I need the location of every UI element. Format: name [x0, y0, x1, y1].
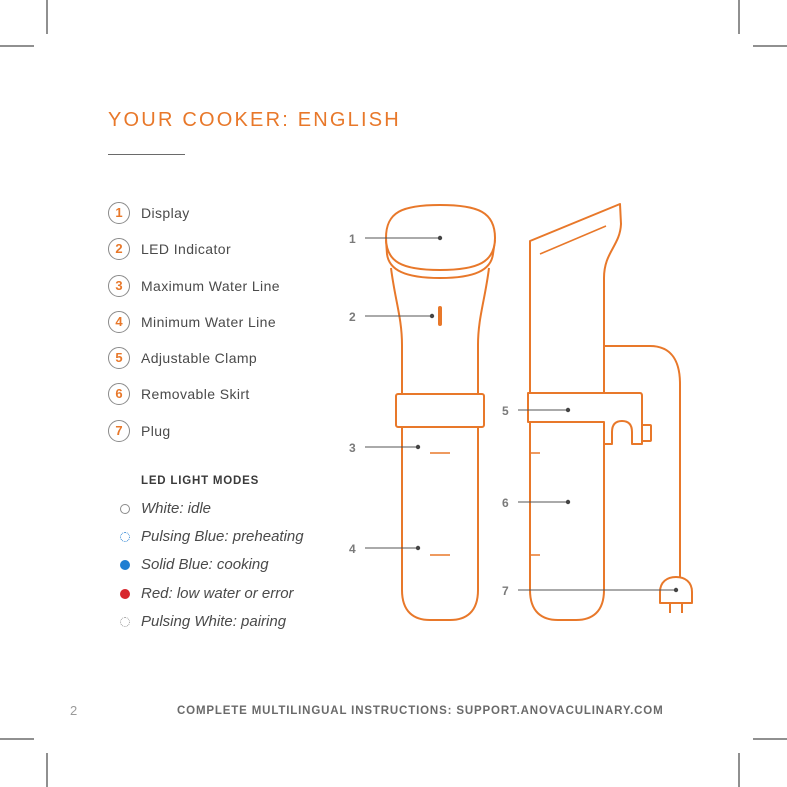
- solid-circle-icon: [120, 560, 130, 570]
- part-label: Minimum Water Line: [141, 314, 277, 330]
- part-number-badge: 1: [108, 202, 130, 224]
- cooker-front-view: [386, 205, 495, 620]
- front-clamp-band: [396, 394, 484, 427]
- dashed-circle-icon: [120, 532, 130, 542]
- led-mode-label: Red: low water or error: [141, 585, 294, 602]
- led-mode-label: Pulsing White: pairing: [141, 613, 287, 630]
- part-number-badge: 2: [108, 238, 130, 260]
- led-mode-label: White: idle: [141, 500, 212, 517]
- leader-dot-6: [566, 500, 570, 504]
- leader-dot-4: [416, 546, 420, 550]
- page-title: YOUR COOKER: ENGLISH: [108, 109, 401, 131]
- led-modes-heading: LED LIGHT MODES: [141, 475, 260, 487]
- callout-6: 6: [502, 496, 509, 510]
- callout-7: 7: [502, 584, 509, 598]
- part-number-badge: 3: [108, 275, 130, 297]
- cooker-side-view: [528, 204, 692, 620]
- part-number-badge: 6: [108, 383, 130, 405]
- footer-instructions: COMPLETE MULTILINGUAL INSTRUCTIONS: SUPPORT.ANOVACULINARY.COM: [177, 705, 664, 717]
- part-number-badge: 4: [108, 311, 130, 333]
- callout-1: 1: [349, 232, 356, 246]
- solid-circle-icon: [120, 589, 130, 599]
- page-number: 2: [70, 703, 78, 718]
- leader-dot-5: [566, 408, 570, 412]
- callout-5: 5: [502, 404, 509, 418]
- title-rule: [108, 154, 185, 155]
- callout-3: 3: [349, 441, 356, 455]
- led-mode-label: Solid Blue: cooking: [141, 556, 269, 573]
- part-label: Maximum Water Line: [141, 278, 280, 294]
- part-number-badge: 7: [108, 420, 130, 442]
- leader-dot-7: [674, 588, 678, 592]
- part-label: Plug: [141, 423, 171, 439]
- callout-2: 2: [349, 310, 356, 324]
- part-number-badge: 5: [108, 347, 130, 369]
- outline-circle-icon: [120, 504, 130, 514]
- led-indicator: [438, 306, 442, 326]
- leader-dot-3: [416, 445, 420, 449]
- led-mode-label: Pulsing Blue: preheating: [141, 528, 304, 545]
- part-label: Adjustable Clamp: [141, 350, 258, 366]
- clamp-knob: [642, 425, 651, 441]
- callout-4: 4: [349, 542, 356, 556]
- part-label: Display: [141, 205, 190, 221]
- leader-dot-1: [438, 236, 442, 240]
- power-cord: [604, 346, 680, 578]
- leader-dot-2: [430, 314, 434, 318]
- part-label: Removable Skirt: [141, 386, 250, 402]
- dashed-circle-icon: [120, 617, 130, 627]
- part-label: LED Indicator: [141, 241, 232, 257]
